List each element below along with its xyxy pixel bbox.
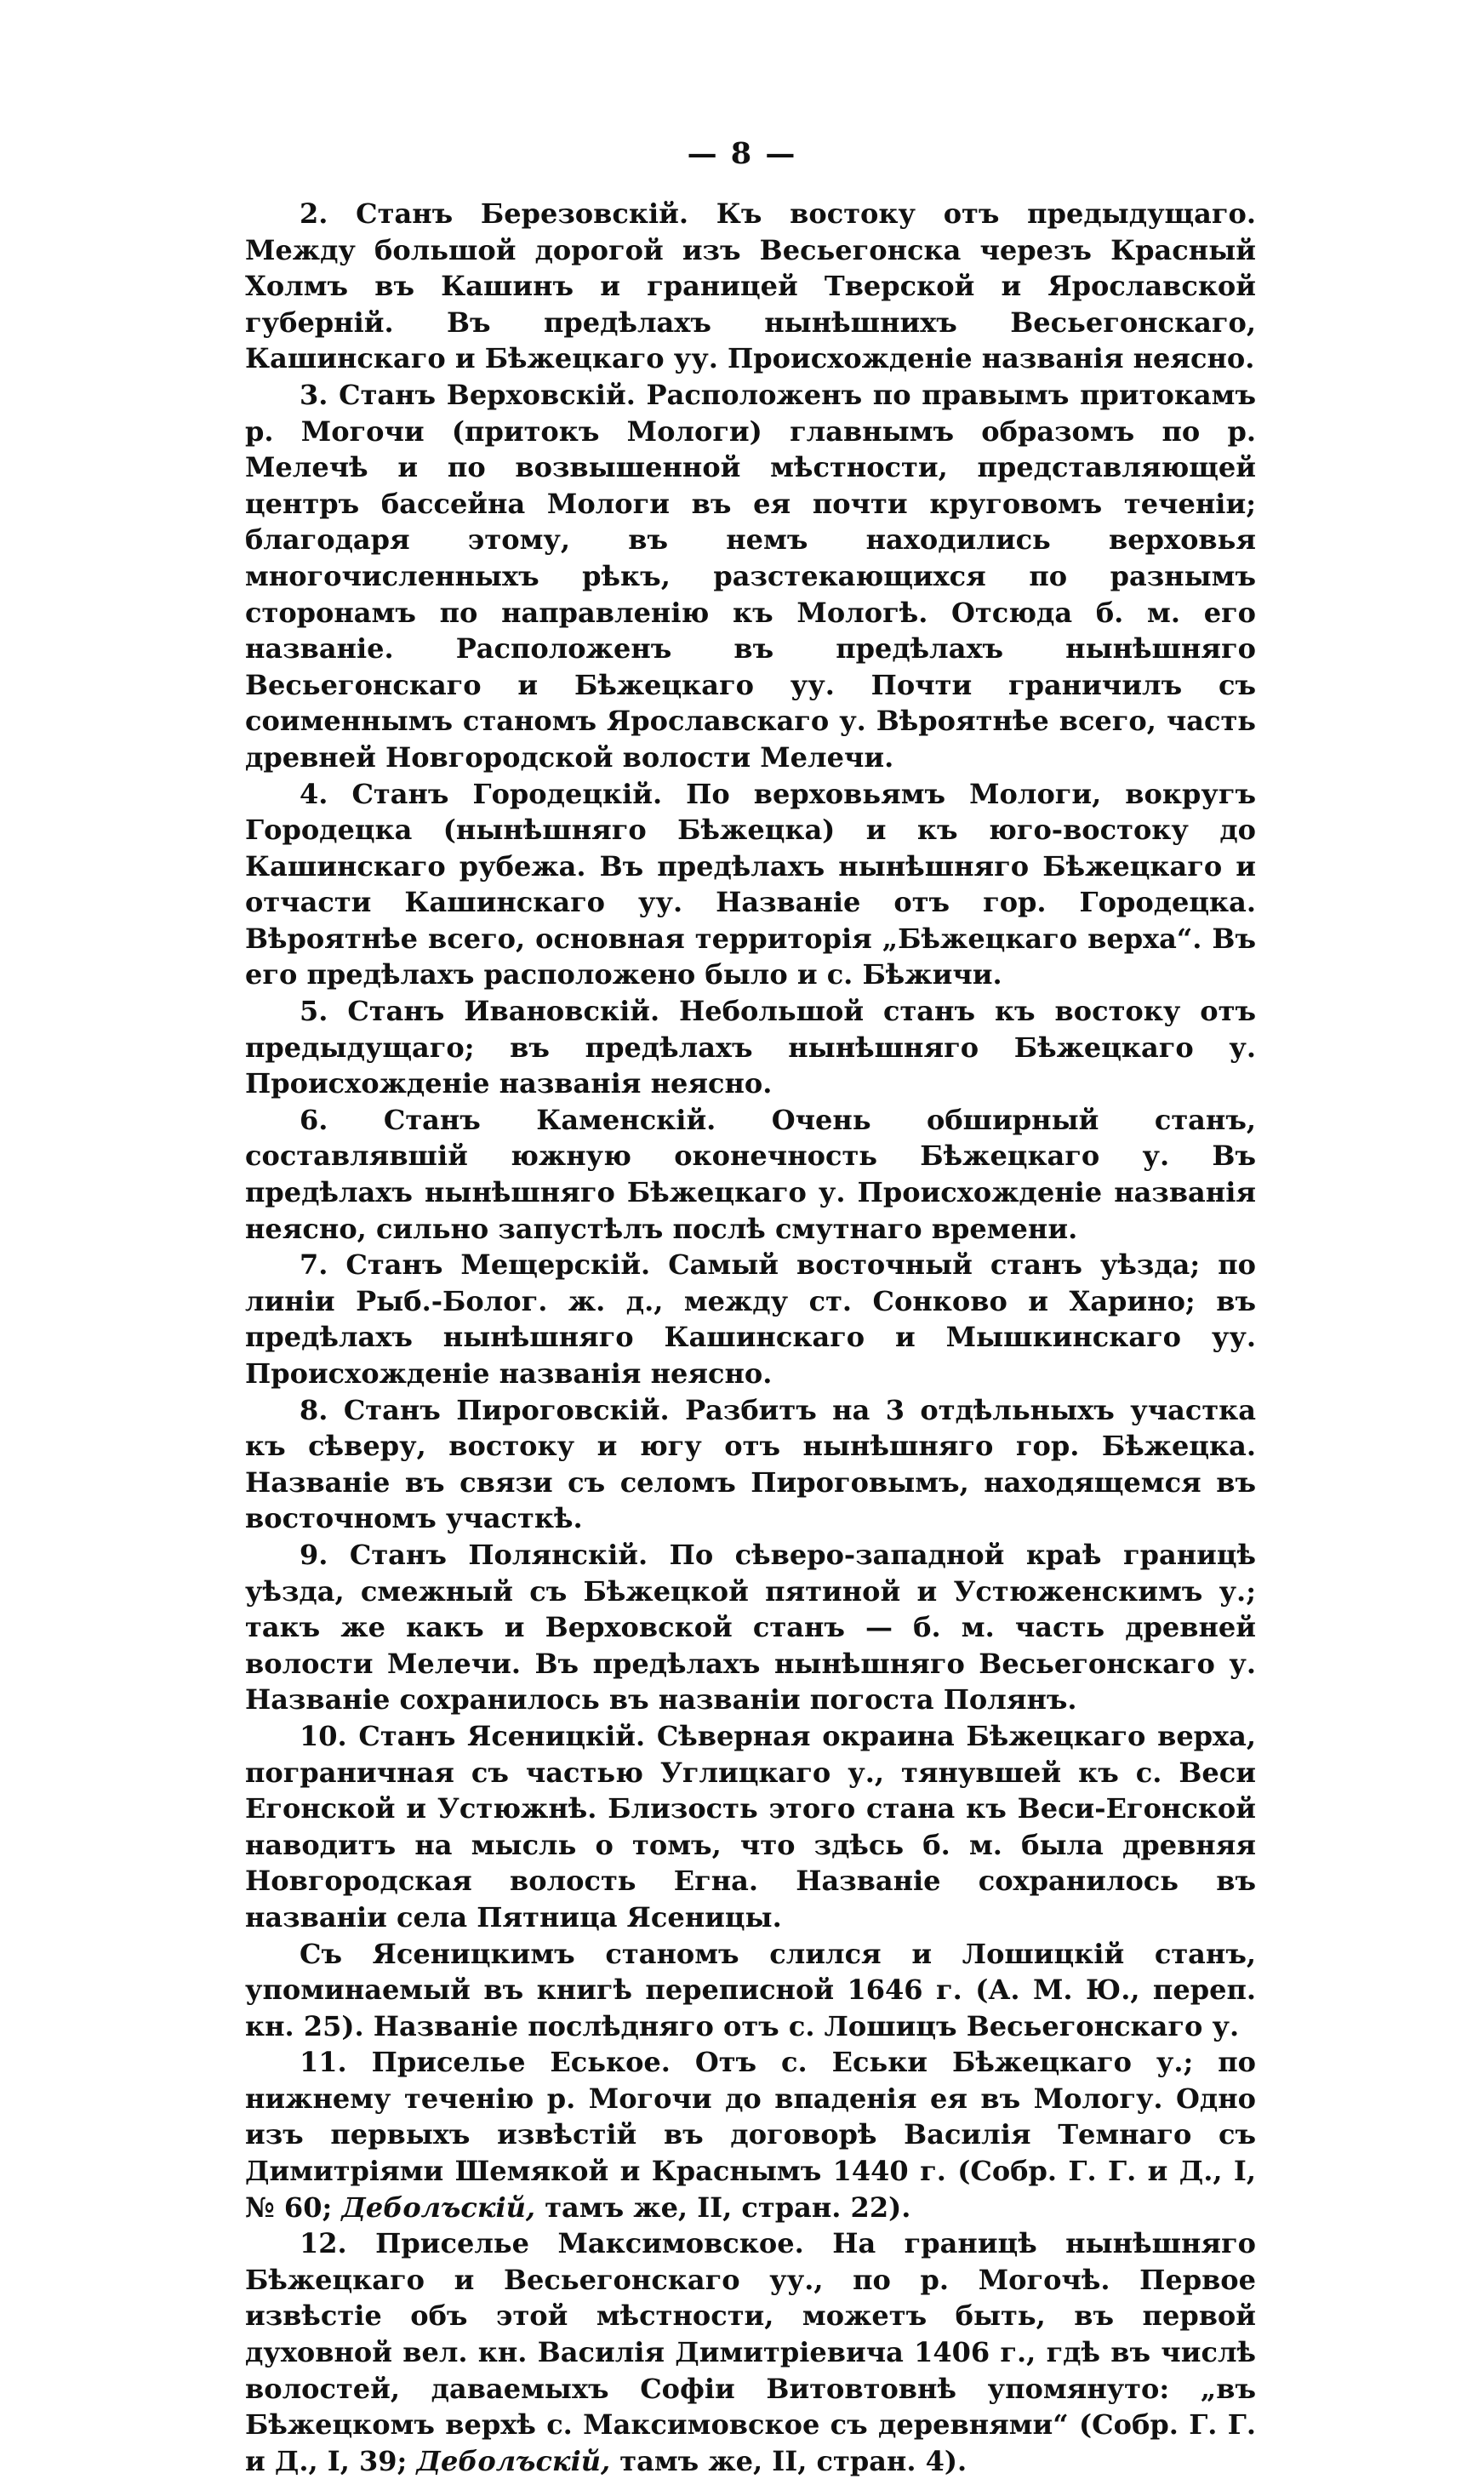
- paragraph-text: Станъ Полянскій. По сѣверо-западной краѣ границѣ уѣзда, смежный съ Бѣжецкой пятиной и Устюженскимъ у.; такъ же какъ и Верховской станъ — б. м. часть древней волости Мелечи. Въ предѣлахъ нынѣшняго Весьегонскаго у. Названіе сохранилось въ названіи погоста Полянъ.: [245, 1538, 1257, 1716]
- paragraph-loshitsky: [245, 1936, 1256, 2045]
- paragraph-tail: тамъ же, II, стран. 22).: [545, 2191, 911, 2224]
- paragraph-5: [245, 993, 1256, 1102]
- paragraph-number: 3.: [300, 378, 328, 411]
- paragraph-text: Станъ Каменскій. Очень обширный станъ, составлявшій южную оконечность Бѣжецкаго у. Въ предѣлахъ нынѣшняго Бѣжецкаго у. Происхожденіе названія неясно, сильно запустѣлъ послѣ смутнаго времени.: [245, 1103, 1257, 1245]
- paragraph-text: Станъ Верховскій. Расположенъ по правымъ притокамъ р. Могочи (притокъ Мологи) главнымъ образомъ по р. Мелечѣ и по возвышенной мѣстности, представляющей центръ бассейна Мологи въ ея почти круговомъ теченіи; благодаря этому, въ немъ находились верховья многочисленныхъ рѣкъ, разстекающихся по разнымъ сторонамъ по направленію къ Мологѣ. Отсюда б. м. его названіе. Расположенъ въ предѣлахъ нынѣшняго Весьегонскаго и Бѣжецкаго уу. Почти граничилъ съ соименнымъ станомъ Ярославскаго у. Вѣроятнѣе всего, часть древней Новгородской волости Мелечи.: [245, 378, 1257, 774]
- paragraph-2: [245, 196, 1256, 377]
- paragraph-10: [245, 1718, 1256, 1936]
- paragraph-tail: тамъ же, II, стран. 4).: [619, 2444, 967, 2477]
- paragraph-number: 6.: [300, 1103, 328, 1136]
- paragraph-text: Станъ Мещерскій. Самый восточный станъ уѣзда; по линіи Рыб.-Болог. ж. д., между ст. Сонково и Харино; въ предѣлахъ нынѣшняго Кашинскаго и Мышкинскаго уу. Происхожденіе названія неясно.: [245, 1248, 1257, 1390]
- author-citation: Деболъскій,: [416, 2444, 611, 2477]
- page-number: — 8 —: [687, 136, 797, 171]
- paragraph-text: Станъ Березовскій. Къ востоку отъ предыдущаго. Между большой дорогой изъ Весьегонска черезъ Красный Холмъ въ Кашинъ и границей Тверской и Ярославской губерній. Въ предѣлахъ нынѣшнихъ Весьегонскаго, Кашинскаго и Бѣжецкаго уу. Происхожденіе названія неясно.: [245, 197, 1256, 375]
- paragraph-number: 11.: [300, 2046, 347, 2079]
- body-text: [245, 196, 1256, 2479]
- paragraph-12: [245, 2225, 1256, 2479]
- paragraph-text: Приселье Максимовское. На границѣ нынѣшняго Бѣжецкаго и Весьегонскаго уу., по р. Могочѣ. Первое извѣстіе объ этой мѣстности, можетъ быть, въ первой духовной вел. кн. Василія Димитріевича 1406 г., гдѣ въ числѣ волостей, даваемыхъ Софіи Витовтовнѣ упомянуто: „въ Бѣжецкомъ верхѣ с. Максимовское съ деревнями“ (Собр. Г. Г. и Д., I, 39;: [245, 2227, 1257, 2477]
- paragraph-text: Станъ Пироговскій. Разбитъ на 3 отдѣльныхъ участка къ сѣверу, востоку и югу отъ нынѣшняго гор. Бѣжецка. Названіе въ связи съ селомъ Пироговымъ, находящемся въ восточномъ участкѣ.: [245, 1393, 1257, 1535]
- paragraph-number: 4.: [300, 777, 328, 810]
- paragraph-text: Станъ Ясеницкій. Сѣверная окраина Бѣжецкаго верха, пограничная съ частью Углицкаго у., тянувшей къ с. Веси Егонской и Устюжнѣ. Близость этого стана къ Веси-Егонской наводитъ на мысль о томъ, что здѣсь б. м. была древняя Новгородская волость Егна. Названіе сохранилось въ названіи села Пятница Ясеницы.: [245, 1719, 1257, 1934]
- paragraph-text: Станъ Городецкій. По верховьямъ Мологи, вокругъ Городецка (нынѣшняго Бѣжецка) и къ юго-востоку до Кашинскаго рубежа. Въ предѣлахъ нынѣшняго Бѣжецкаго и отчасти Кашинскаго уу. Названіе отъ гор. Городецка. Вѣроятнѣе всего, основная территорія „Бѣжецкаго верха“. Въ его предѣлахъ расположено было и с. Бѣжичи.: [245, 777, 1257, 991]
- paragraph-text: Съ Ясеницкимъ станомъ слился и Лошицкій станъ, упоминаемый въ книгѣ переписной 1646 г. (А. М. Ю., переп. кн. 25). Названіе послѣдняго отъ с. Лошицъ Весьегонскаго у.: [245, 1937, 1256, 2042]
- paragraph-4: [245, 776, 1256, 994]
- paragraph-number: 2.: [300, 197, 328, 230]
- paragraph-number: 7.: [300, 1248, 328, 1282]
- paragraph-number: 5.: [300, 995, 328, 1028]
- paragraph-number: 9.: [300, 1538, 328, 1571]
- paragraph-number: 8.: [300, 1393, 328, 1426]
- paragraph-6: [245, 1102, 1256, 1247]
- paragraph-11: [245, 2044, 1256, 2225]
- paragraph-8: [245, 1392, 1256, 1537]
- paragraph-9: [245, 1537, 1256, 1718]
- author-citation: Деболъскій,: [341, 2191, 536, 2224]
- paragraph-3: [245, 377, 1256, 776]
- paragraph-7: [245, 1247, 1256, 1391]
- paragraph-text: Станъ Ивановскій. Небольшой станъ къ востоку отъ предыдущаго; въ предѣлахъ нынѣшняго Бѣжецкаго у. Происхожденіе названія неясно.: [245, 995, 1257, 1100]
- paragraph-number: 12.: [300, 2227, 347, 2260]
- paragraph-text: Приселье Еськое. Отъ с. Еськи Бѣжецкаго у.; по нижнему теченію р. Могочи до впаденія ея въ Мологу. Одно изъ первыхъ извѣстій въ договорѣ Василія Темнаго съ Димитріями Шемякой и Краснымъ 1440 г. (Собр. Г. Г. и Д., I, № 60;: [245, 2046, 1256, 2224]
- paragraph-number: 10.: [300, 1719, 347, 1752]
